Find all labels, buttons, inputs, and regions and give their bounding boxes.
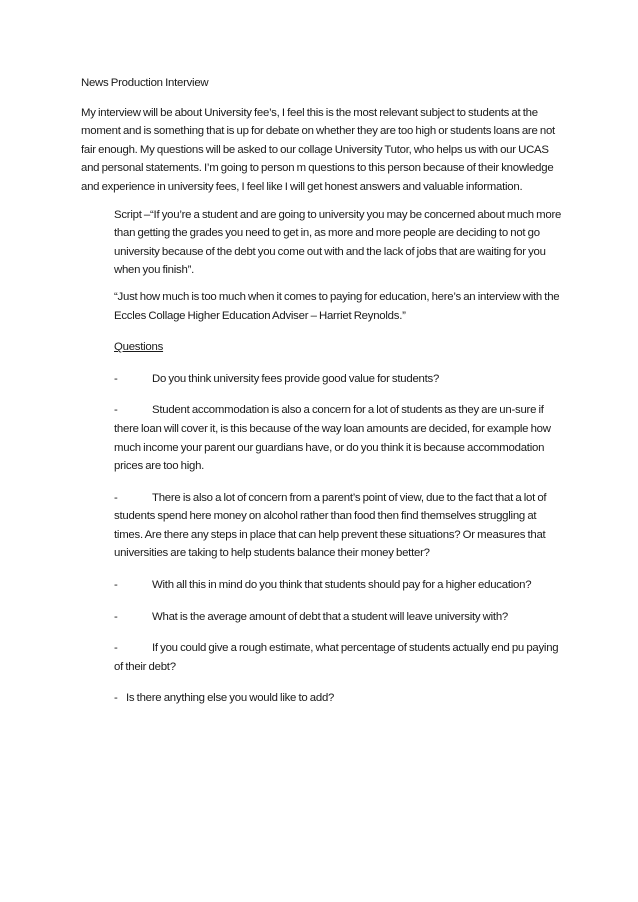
question-text: What is the average amount of debt that a student will leave university with? — [152, 610, 509, 623]
question-text: There is also a lot of concern from a parent’s point of view, due to the fact that a lot of students spend here money on alcohol rather than food then find themselves struggling at times. Are there any steps in place that can help prevent these situations? Or measures that universities are taking to help students balance their money better? — [114, 491, 547, 560]
question-text: Is there anything else you would like to add? — [126, 692, 335, 705]
question-item — [114, 370, 563, 389]
question-text: Student accommodation is also a concern for a lot of students as they are un-sure if there loan will cover it, is this because of the way loan amounts are decided, for example how much income your parent our guardians have, or do you think it is because accommodation prices are too high. — [114, 404, 551, 473]
indented-section — [114, 206, 563, 708]
question-item — [114, 639, 563, 676]
document-title: News Production Interview — [81, 77, 209, 89]
question-text: Do you think university fees provide good value for students? — [152, 372, 440, 385]
questions-heading: Questions — [114, 341, 164, 354]
question-item — [114, 489, 563, 563]
script-paragraph: Script –“If you’re a student and are going to university you may be concerned about much more than getting the grades you need to get in, as more and more people are deciding to not go university because of the debt you come out with and the lack of jobs that are waiting for you when you finish”. — [114, 208, 562, 277]
document-body — [81, 74, 563, 721]
question-item — [114, 576, 563, 595]
question-text: With all this in mind do you think that students should pay for a higher education? — [152, 579, 532, 592]
question-text: If you could give a rough estimate, what percentage of students actually end pu paying of their debt? — [114, 642, 559, 673]
quote-paragraph: “Just how much is too much when it comes to paying for education, here’s an interview with the Eccles Collage Higher Education Adviser – Harriet Reynolds.” — [114, 290, 560, 322]
question-item — [114, 689, 563, 708]
bullet-dash: - — [114, 610, 118, 623]
bullet-dash: - — [114, 579, 118, 592]
bullet-dash: - — [114, 692, 118, 705]
bullet-dash: - — [114, 491, 118, 504]
bullet-dash: - — [114, 372, 118, 385]
question-item — [114, 608, 563, 627]
bullet-dash: - — [114, 404, 118, 417]
bullet-dash: - — [114, 642, 118, 655]
question-item — [114, 401, 563, 475]
intro-paragraph: My interview will be about University fee’s, I feel this is the most relevant subject to students at the moment and is something that is up for debate on whether they are too high or students loans are not fair enough. My questions will be asked to our collage University Tutor, who helps us with our UCAS and personal statements. I’m going to person m questions to this person because of their knowledge and experience in university fees, I feel like I will get honest answers and valuable information. — [81, 106, 555, 193]
